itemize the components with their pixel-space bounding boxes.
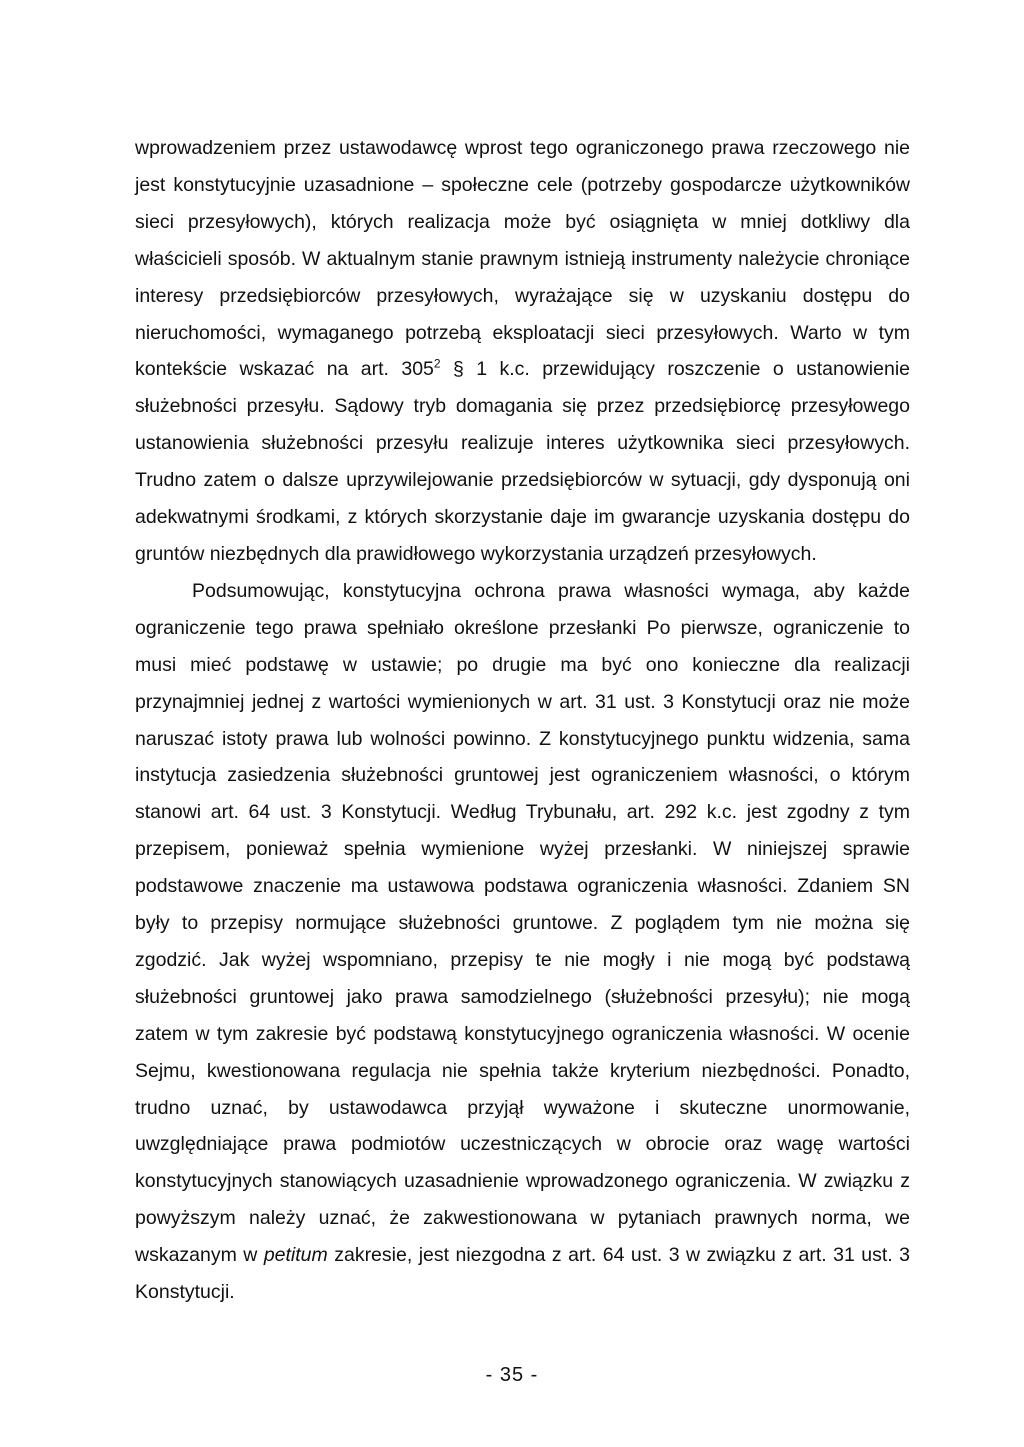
paragraph-2-text-a: Podsumowując, konstytucyjna ochrona prawa własności wymaga, aby każde ograniczenie tego prawa spełniało określone przesłanki Po pierwsze, ograniczenie to musi mieć podstawę w ustawie; po drugie ma być ono konieczne dla realizacji przynajmniej jednej z wartości wymienionych w art. 31 ust. 3 Konstytucji oraz nie może naruszać istoty prawa lub wolności powinno. Z konstytucyjnego punktu widzenia, sama instytucja zasiedzenia służebności gruntowej jest ograniczeniem własności, o którym stanowi art. 64 ust. 3 Konstytucji. Według Trybunału, art. 292 k.c. jest zgodny z tym przepisem, ponieważ spełnia wymienione wyżej przesłanki. W niniejszej sprawie podstawowe znaczenie ma ustawowa podstawa ograniczenia własności. Zdaniem SN były to przepisy normujące służebności gruntowe. Z poglądem tym nie można się zgodzić. Jak wyżej wspomniano, przepisy te nie mogły i nie mogą być podstawą służebności gruntowej jako prawa samodzielnego (służebności przesyłu); nie mogą zatem w tym zakresie być podstawą konstytucyjnego ograniczenia własności. W ocenie Sejmu, kwestionowana regulacja nie spełnia także kryterium niezbędności. Ponadto, trudno uznać, by ustawodawca przyjął wyważone i skuteczne unormowanie, uwzględniające prawa podmiotów uczestniczących w obrocie oraz wagę wartości konstytucyjnych stanowiących uzasadnienie wprowadzonego ograniczenia. W związku z powyższym należy uznać, że zakwestionowana w pytaniach prawnych norma, we wskazanym w <box>135 579 910 1267</box>
page-number: - 35 - <box>485 1364 539 1386</box>
paragraph-continuation <box>135 130 910 573</box>
paragraph-1-text-b: § 1 k.c. przewidujący roszczenie o ustanowienie służebności przesyłu. Sądowy tryb domagania się przez przedsiębiorcę przesyłowego ustanowienia służebności przesyłu realizuje interes użytkownika sieci przesyłowych. Trudno zatem o dalsze uprzywilejowanie przedsiębiorców w sytuacji, gdy dysponują oni adekwatnymi środkami, z których skorzystanie daje im gwarancje uzyskania dostępu do gruntów niezbędnych dla prawidłowego wykorzystania urządzeń przesyłowych. <box>135 358 910 565</box>
body-text <box>135 130 910 1311</box>
italic-term-petitum: petitum <box>263 1244 328 1267</box>
superscript-2: 2 <box>433 356 441 371</box>
paragraph-2-text-b: zakresie, jest niezgodna z art. 64 ust. 3 w związku z art. 31 ust. 3 Konstytucji. <box>135 1244 910 1304</box>
paragraph-1-text-a: wprowadzeniem przez ustawodawcę wprost tego ograniczonego prawa rzeczowego nie jest konstytucyjnie uzasadnione – społeczne cele (potrzeby gospodarcze użytkowników sieci przesyłowych), których realizacja może być osiągnięta w mniej dotkliwy dla właścicieli sposób. W aktualnym stanie prawnym istnieją instrumenty należycie chroniące interesy przedsiębiorców przesyłowych, wyrażające się w uzyskaniu dostępu do nieruchomości, wymaganego potrzebą eksploatacji sieci przesyłowych. Warto w tym kontekście wskazać na art. 305 <box>135 137 910 381</box>
paragraph-summary <box>135 573 910 1311</box>
